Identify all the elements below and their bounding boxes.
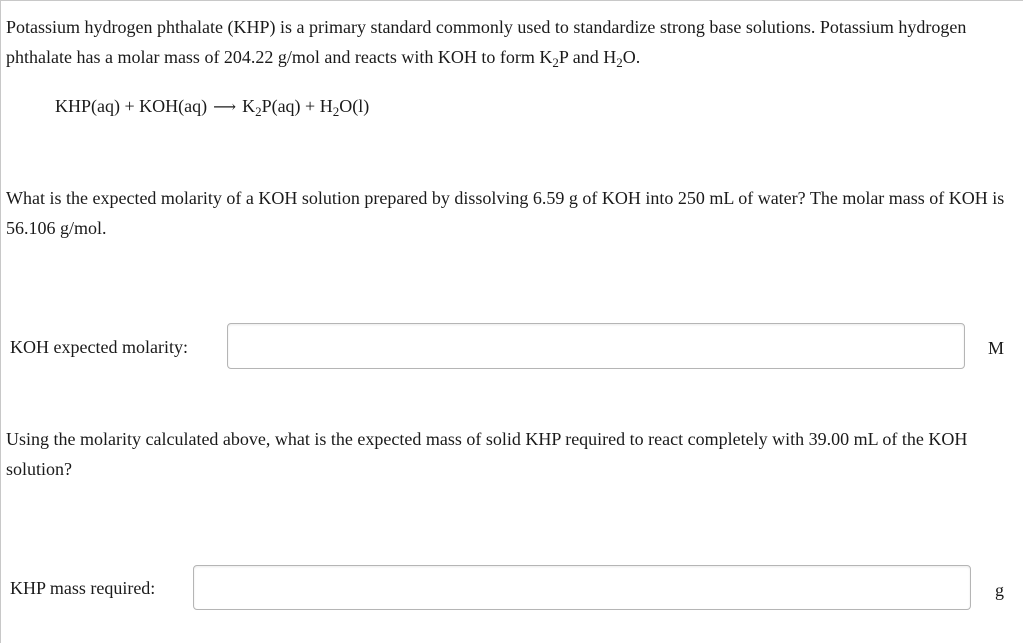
subscript: 2: [616, 55, 623, 70]
equation-product: P(aq) + H: [261, 96, 333, 116]
khp-mass-label: KHP mass required:: [10, 578, 156, 598]
equation-product: O(l): [339, 96, 370, 116]
intro-paragraph: [6, 12, 1006, 72]
intro-text: O.: [622, 47, 641, 67]
molarity-answer-input[interactable]: [227, 323, 965, 369]
subscript: 2: [255, 104, 262, 119]
khp-mass-answer-input[interactable]: [193, 565, 971, 610]
intro-text: Potassium hydrogen phthalate (KHP) is a primary standard commonly used to standardize strong base solutions. Potassium hydrogen phthalate has a molar mass of 204.22 g/mol and reacts with KOH to form K: [6, 17, 967, 67]
question2-text: Using the molarity calculated above, what is the expected mass of solid KHP required to react completely with 39.00 mL of the KOH solution?: [6, 429, 968, 479]
khp-mass-unit: g: [995, 580, 1004, 600]
subscript: 2: [552, 55, 559, 70]
intro-text: P and H: [558, 47, 617, 67]
equation-reactants: KHP(aq) + KOH(aq): [55, 96, 208, 116]
reaction-equation: [55, 91, 369, 122]
subscript: 2: [332, 104, 340, 119]
molarity-label: KOH expected molarity:: [10, 337, 188, 357]
equation-product: K: [242, 96, 256, 116]
molarity-unit: M: [988, 338, 1005, 358]
reaction-arrow-icon: ⟶: [213, 97, 237, 116]
question1-text: What is the expected molarity of a KOH solution prepared by dissolving 6.59 g of KOH into 250 mL of water? The molar mass of KOH is 56.106 g/mol.: [6, 188, 1005, 238]
